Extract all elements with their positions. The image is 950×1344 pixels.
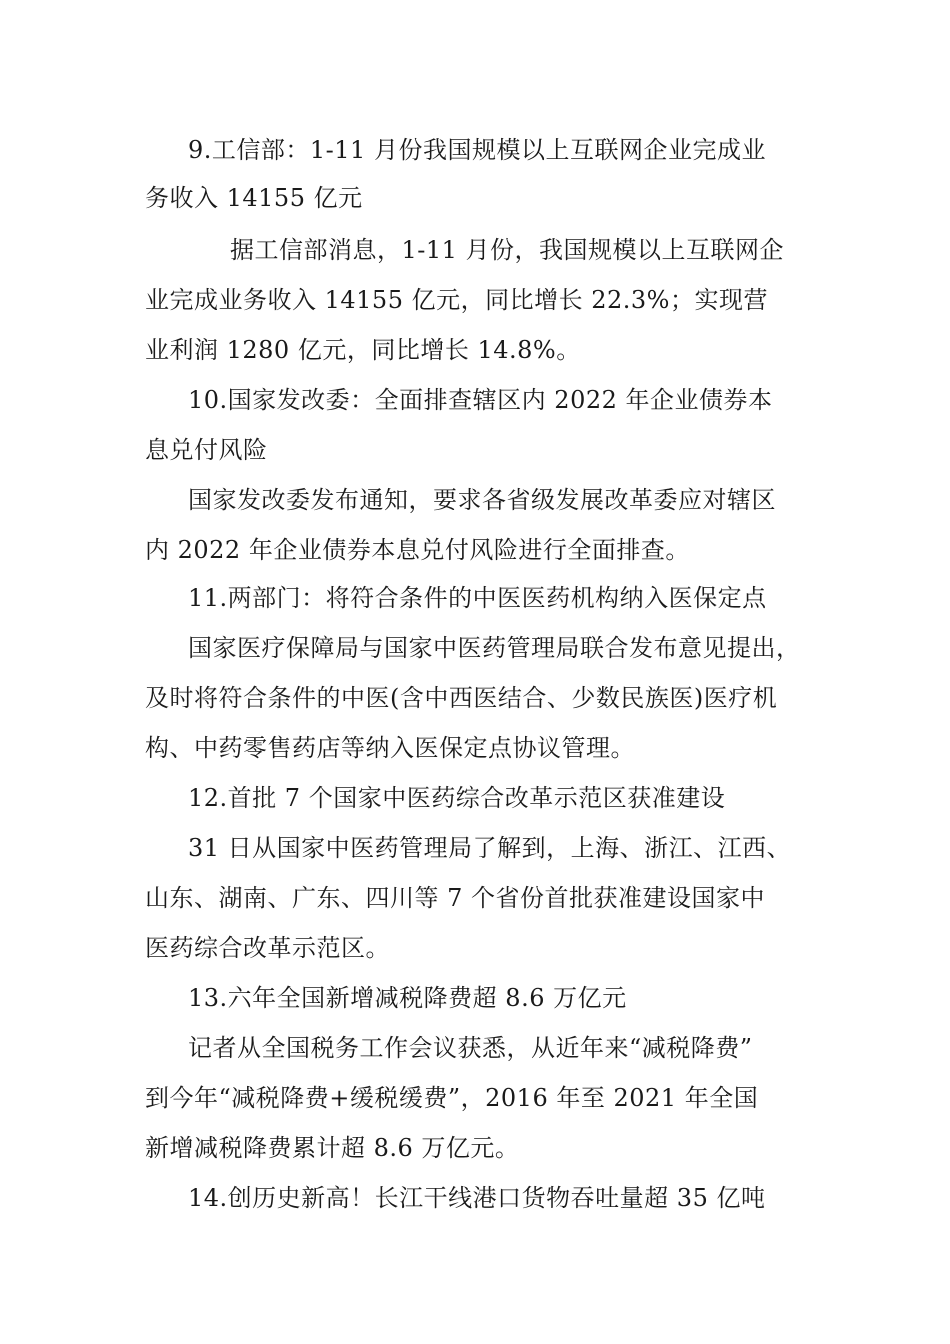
paragraph-9-line2: 业完成业务收入 14155 亿元，同比增长 22.3%；实现营	[145, 286, 768, 314]
paragraph-10-line2: 内 2022 年企业债券本息兑付风险进行全面排查。	[145, 536, 690, 564]
heading-9-cont: 务收入 14155 亿元	[145, 184, 363, 212]
paragraph-12-line2: 山东、湖南、广东、四川等 7 个省份首批获准建设国家中	[145, 884, 766, 912]
paragraph-9-line3: 业利润 1280 亿元，同比增长 14.8%。	[145, 336, 581, 364]
paragraph-10-line1: 国家发改委发布通知，要求各省级发展改革委应对辖区	[188, 486, 776, 514]
heading-9: 9.工信部：1-11 月份我国规模以上互联网企业完成业	[188, 136, 766, 164]
heading-10: 10.国家发改委：全面排查辖区内 2022 年企业债券本	[188, 386, 773, 414]
heading-10-cont: 息兑付风险	[145, 436, 268, 464]
heading-12: 12.首批 7 个国家中医药综合改革示范区获准建设	[188, 784, 726, 812]
paragraph-13-line2: 到今年“减税降费+缓税缓费”，2016 年至 2021 年全国	[145, 1084, 759, 1112]
heading-14: 14.创历史新高！长江干线港口货物吞吐量超 35 亿吨	[188, 1184, 766, 1212]
paragraph-9-line1: 据工信部消息，1-11 月份，我国规模以上互联网企	[230, 236, 785, 264]
paragraph-11-line2: 及时将符合条件的中医(含中西医结合、少数民族医)医疗机	[145, 684, 778, 712]
paragraph-12-line1: 31 日从国家中医药管理局了解到，上海、浙江、江西、	[188, 834, 792, 862]
heading-11: 11.两部门：将符合条件的中医医药机构纳入医保定点	[188, 584, 767, 612]
paragraph-13-line1: 记者从全国税务工作会议获悉，从近年来“减税降费”	[188, 1034, 753, 1062]
paragraph-11-line3: 构、中药零售药店等纳入医保定点协议管理。	[145, 734, 635, 762]
paragraph-11-line1: 国家医疗保障局与国家中医药管理局联合发布意见提出，	[188, 634, 801, 662]
heading-13: 13.六年全国新增减税降费超 8.6 万亿元	[188, 984, 627, 1012]
paragraph-12-line3: 医药综合改革示范区。	[145, 934, 390, 962]
paragraph-13-line3: 新增减税降费累计超 8.6 万亿元。	[145, 1134, 520, 1162]
